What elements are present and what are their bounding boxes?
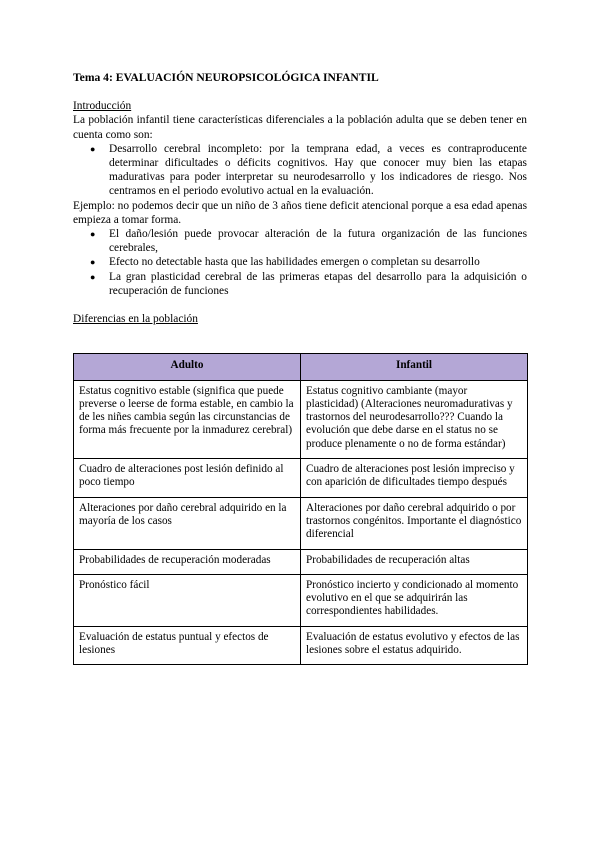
intro-bullet-list <box>73 142 527 199</box>
list-item-text: El daño/lesión puede provocar alteración de la futura organización de las funciones cerebrales, <box>109 228 527 255</box>
table-cell-adult: Pronóstico fácil <box>74 574 301 626</box>
list-item-text: La gran plasticidad cerebral de las primeras etapas del desarrollo para la adquisición o recuperación de funciones <box>109 270 527 297</box>
bullet-icon: ● <box>90 229 96 240</box>
table-cell-adult: Cuadro de alteraciones post lesión definido al poco tiempo <box>74 459 301 498</box>
table-cell-child: Pronóstico incierto y condicionado al momento evolutivo en el que se adquirirán las correspondientes habilidades. <box>301 574 528 626</box>
table-row <box>74 380 528 458</box>
table-cell-child: Estatus cognitivo cambiante (mayor plasticidad) (Alteraciones neuromadurativas y trastornos del neurodesarrollo??? Cuando la evolución que debe darse en el status no se produce plenamente o no de forma estándar) <box>301 380 528 458</box>
intro-heading: Introducción <box>73 100 132 113</box>
column-header-child: Infantil <box>301 354 528 380</box>
bullet-icon: ● <box>90 143 96 154</box>
list-item <box>90 227 527 255</box>
table-cell-adult: Estatus cognitivo estable (significa que puede preverse o leerse de forma estable, en cambio la de les niñes cambia según las circunstancias de forma más frecuente por la inmadurez cerebral) <box>74 380 301 458</box>
table-row <box>74 549 528 574</box>
table-cell-child: Evaluación de estatus evolutivo y efectos de las lesiones sobre el estatus adquirido. <box>301 626 528 665</box>
table-row <box>74 459 528 498</box>
comparison-table <box>73 353 528 665</box>
document-content <box>73 71 527 665</box>
document-title: Tema 4: EVALUACIÓN NEUROPSICOLÓGICA INFANTIL <box>73 71 379 84</box>
list-item <box>90 255 527 269</box>
table-cell-child: Probabilidades de recuperación altas <box>301 549 528 574</box>
list-item <box>90 142 527 199</box>
table-row <box>74 626 528 665</box>
column-header-adult: Adulto <box>74 354 301 380</box>
list-item-text: Desarrollo cerebral incompleto: por la temprana edad, a veces es contraproducente determinar dificultades o déficits cognitivos. Hay que conocer muy bien las etapas madurativas para poder interpretar su neurodesarrollo y los indicadores de riesgo. Nos centramos en el periodo evolutivo actual en la evaluación. <box>109 142 527 198</box>
table-row <box>74 497 528 549</box>
bullet-icon: ● <box>90 271 96 282</box>
table-cell-adult: Evaluación de estatus puntual y efectos de lesiones <box>74 626 301 665</box>
list-item-text: Efecto no detectable hasta que las habilidades emergen o completan su desarrollo <box>109 256 480 269</box>
example-paragraph: Ejemplo: no podemos decir que un niño de 3 años tiene deficit atencional porque a esa edad apenas empieza a tomar forma. <box>73 199 527 226</box>
table-cell-adult: Alteraciones por daño cerebral adquirido en la mayoría de los casos <box>74 497 301 549</box>
table-cell-child: Cuadro de alteraciones post lesión impreciso y con aparición de dificultades tiempo después <box>301 459 528 498</box>
table-cell-adult: Probabilidades de recuperación moderadas <box>74 549 301 574</box>
table-header-row <box>74 354 528 380</box>
differences-heading: Diferencias en la población <box>73 313 198 326</box>
intro-bullet-list-2 <box>73 227 527 298</box>
bullet-icon: ● <box>90 257 96 268</box>
table-cell-child: Alteraciones por daño cerebral adquirido o por trastornos congénitos. Importante el diagnóstico diferencial <box>301 497 528 549</box>
table-row <box>74 574 528 626</box>
list-item <box>90 270 527 298</box>
intro-paragraph: La población infantil tiene características diferenciales a la población adulta que se deben tener en cuenta como son: <box>73 114 527 141</box>
